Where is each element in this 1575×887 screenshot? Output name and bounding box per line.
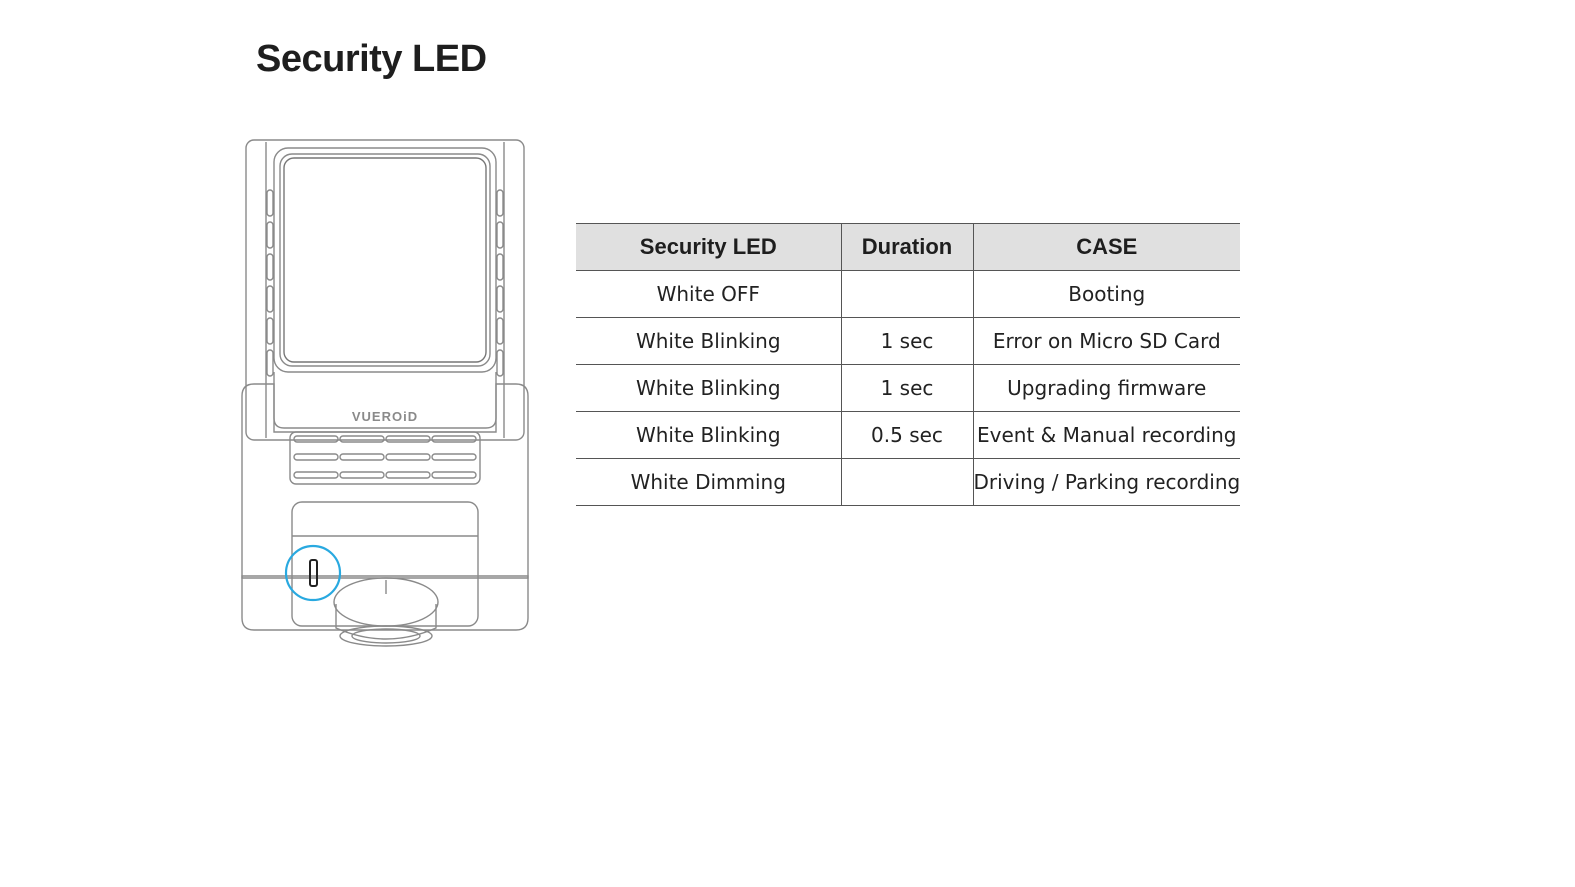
cell-case: Upgrading firmware <box>973 365 1240 412</box>
cell-duration <box>841 271 973 318</box>
table-row <box>576 365 1240 412</box>
cell-led-state: White Blinking <box>576 365 841 412</box>
cell-duration <box>841 459 973 506</box>
dashcam-illustration <box>232 132 542 662</box>
header-duration: Duration <box>841 224 973 271</box>
table-row <box>576 271 1240 318</box>
cell-led-state: White Blinking <box>576 318 841 365</box>
header-security-led: Security LED <box>576 224 841 271</box>
cell-duration: 1 sec <box>841 318 973 365</box>
security-led-table <box>576 223 1240 506</box>
cell-led-state: White OFF <box>576 271 841 318</box>
header-case: CASE <box>973 224 1240 271</box>
cell-led-state: White Dimming <box>576 459 841 506</box>
brand-logo: VUEROiD <box>351 409 419 424</box>
cell-case: Event & Manual recording <box>973 412 1240 459</box>
table-row <box>576 412 1240 459</box>
cell-case: Error on Micro SD Card <box>973 318 1240 365</box>
cell-case: Driving / Parking recording <box>973 459 1240 506</box>
table-header-row <box>576 224 1240 271</box>
cell-led-state: White Blinking <box>576 412 841 459</box>
cell-duration: 0.5 sec <box>841 412 973 459</box>
cell-duration: 1 sec <box>841 365 973 412</box>
cell-case: Booting <box>973 271 1240 318</box>
table-row <box>576 318 1240 365</box>
page-title: Security LED <box>256 38 487 80</box>
table-row <box>576 459 1240 506</box>
